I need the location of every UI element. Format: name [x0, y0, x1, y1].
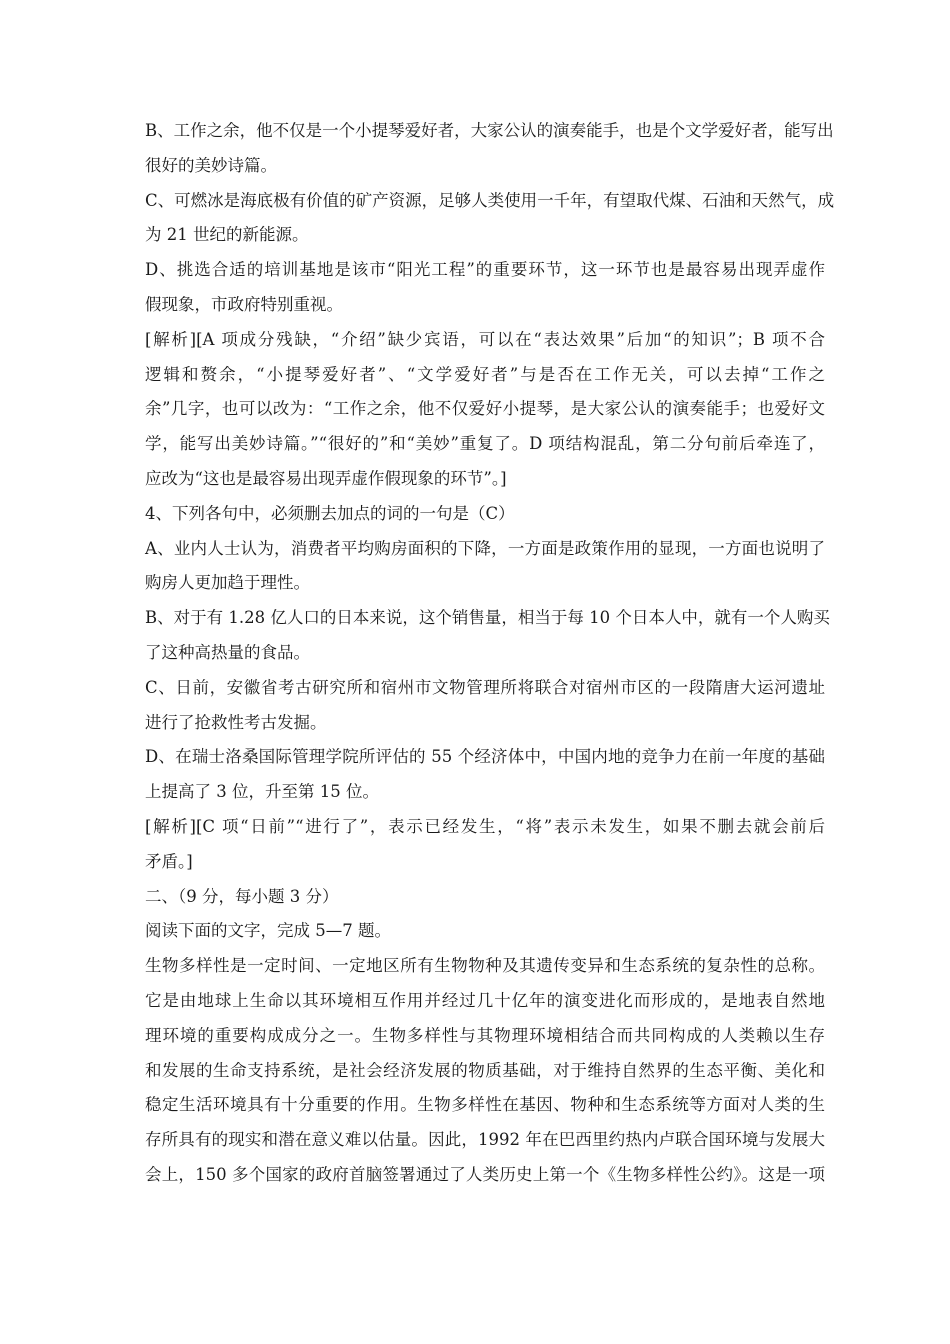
text-line: 上提高了 3 位，升至第 15 位。 [145, 782, 379, 802]
text-line: 余”几字，也可以改为：“工作之余，他不仅爱好小提琴，是大家公认的演奏能手；也爱好文 [145, 399, 825, 419]
text-line: 为 21 世纪的新能源。 [145, 225, 309, 245]
text-line: B、对于有 1.28 亿人口的日本来说，这个销售量，相当于每 10 个日本人中，就有一个人购买 [145, 608, 830, 628]
text-line: [解析][A 项成分残缺，“介绍”缺少宾语，可以在“表达效果”后加“的知识”；B 项不合 [145, 329, 825, 349]
section-heading: 二、（9 分，每小题 3 分） [145, 886, 339, 906]
text-line: 生物多样性是一定时间、一定地区所有生物物种及其遗传变异和生态系统的复杂性的总称。 [145, 956, 825, 976]
text-line: 和发展的生命支持系统，是社会经济发展的物质基础，对于维持自然界的生态平衡、美化和 [145, 1060, 825, 1080]
document-page [145, 114, 835, 1193]
text-line: 矛盾。] [145, 851, 193, 871]
text-line: D、在瑞士洛桑国际管理学院所评估的 55 个经济体中，中国内地的竞争力在前一年度的基础 [145, 747, 825, 767]
text-line: 逻辑和赘余，“小提琴爱好者”、“文学爱好者”与是否在工作无关，可以去掉“工作之 [145, 364, 825, 384]
text-line: 应改为“这也是最容易出现弄虚作假现象的环节”。] [145, 468, 507, 488]
text-line: 购房人更加趋于理性。 [145, 573, 310, 593]
text-line: 会上，150 多个国家的政府首脑签署通过了人类历史上第一个《生物多样性公约》。这是一项 [145, 1164, 825, 1184]
text-line: 假现象，市政府特别重视。 [145, 294, 343, 314]
text-line: [解析][C 项“日前”“进行了”，表示已经发生，“将”表示未发生，如果不删去就会前后 [145, 816, 825, 836]
text-line: 理环境的重要构成成分之一。生物多样性与其物理环境相结合而共同构成的人类赖以生存 [145, 1025, 825, 1045]
text-line: 稳定生活环境具有十分重要的作用。生物多样性在基因、物种和生态系统等方面对人类的生 [145, 1095, 825, 1115]
text-line: 进行了抢救性考古发掘。 [145, 712, 327, 732]
text-line: C、日前，安徽省考古研究所和宿州市文物管理所将联合对宿州市区的一段隋唐大运河遗址 [145, 677, 825, 697]
text-line: C、可燃冰是海底极有价值的矿产资源，足够人类使用一千年，有望取代煤、石油和天然气，成 [145, 190, 835, 210]
text-line: A、业内人士认为，消费者平均购房面积的下降，一方面是政策作用的显现，一方面也说明了 [145, 538, 825, 558]
text-line: 存所具有的现实和潜在意义难以估量。因此，1992 年在巴西里约热内卢联合国环境与发展大 [145, 1130, 825, 1150]
text-line: B、工作之余，他不仅是一个小提琴爱好者，大家公认的演奏能手，也是个文学爱好者，能写出 [145, 121, 834, 140]
text-line: 4、下列各句中，必须删去加点的词的一句是（C） [145, 503, 515, 523]
text-line: D、挑选合适的培训基地是该市“阳光工程”的重要环节，这一环节也是最容易出现弄虚作 [145, 260, 825, 280]
text-line: 很好的美妙诗篇。 [145, 155, 277, 175]
text-line: 学，能写出美妙诗篇。”“很好的”和“美妙”重复了。D 项结构混乱，第二分句前后牵连了， [145, 434, 825, 454]
text-line: 阅读下面的文字，完成 5—7 题。 [145, 921, 391, 941]
text-line: 它是由地球上生命以其环境相互作用并经过几十亿年的演变进化而形成的，是地表自然地 [145, 990, 825, 1010]
text-line: 了这种高热量的食品。 [145, 642, 310, 662]
